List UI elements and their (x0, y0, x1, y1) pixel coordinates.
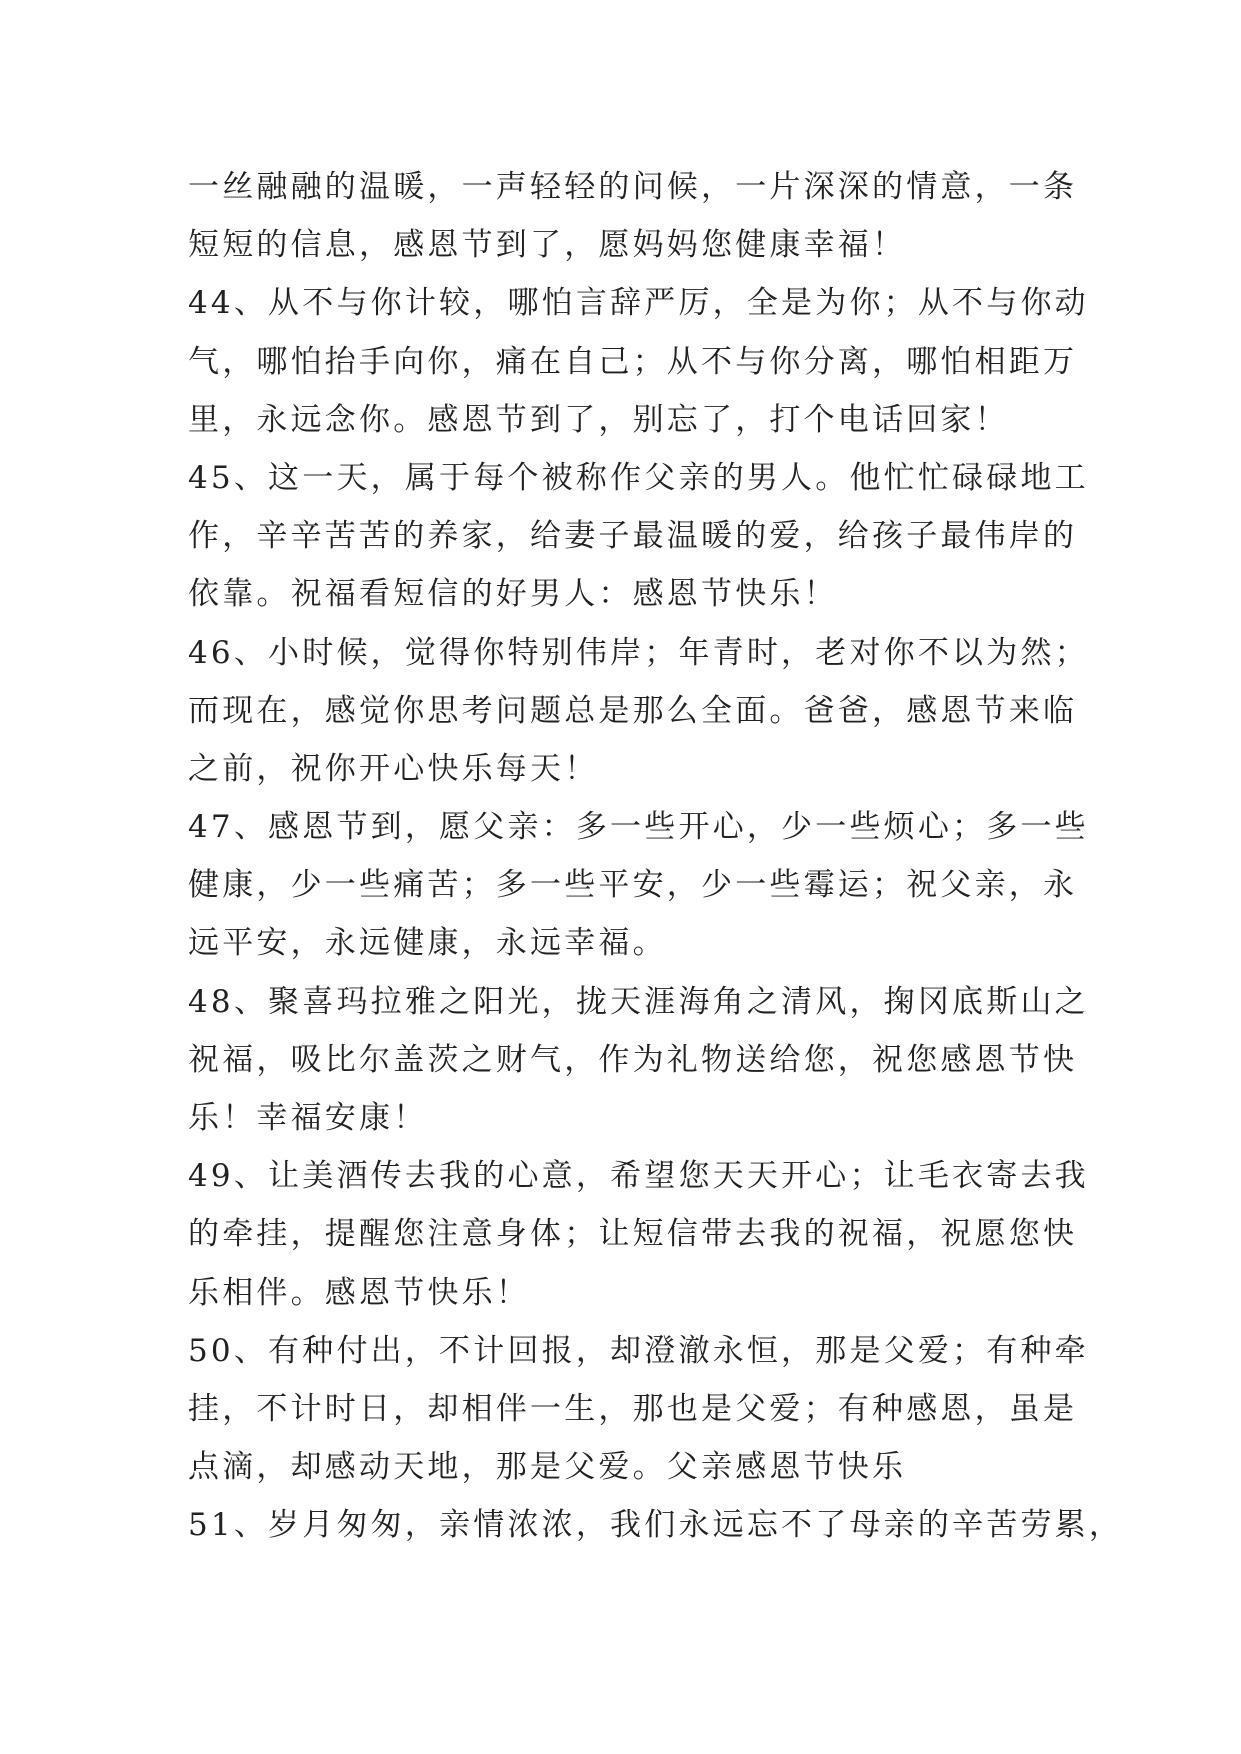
paragraph-intro (188, 158, 1078, 274)
text-line: 点滴，却感动天地，那是父爱。父亲感恩节快乐 (188, 1449, 907, 1486)
paragraph-49 (188, 1147, 1089, 1322)
text-line: 乐相伴。感恩节快乐！ (188, 1274, 530, 1311)
text-line: 45、这一天，属于每个被称作父亲的男人。他忙忙碌碌地工 (188, 459, 1089, 496)
text-line: 46、小时候，觉得你特别伟岸；年青时，老对你不以为然； (188, 634, 1089, 671)
paragraph-51 (188, 1496, 1124, 1554)
document-body (188, 158, 1124, 1555)
text-line: 远平安，永远健康，永远幸福。 (188, 925, 667, 962)
paragraph-44 (188, 274, 1089, 449)
text-line: 50、有种付出，不计回报，却澄澈永恒，那是父爱；有种牵 (188, 1332, 1089, 1369)
text-line: 里，永远念你。感恩节到了，别忘了，打个电话回家！ (188, 401, 1009, 438)
paragraph-46 (188, 624, 1089, 799)
text-line: 51、岁月匆匆，亲情浓浓，我们永远忘不了母亲的辛苦劳累， (188, 1507, 1124, 1544)
text-line: 49、让美酒传去我的心意，希望您天天开心；让毛衣寄去我 (188, 1158, 1089, 1195)
text-line: 而现在，感觉你思考问题总是那么全面。爸爸，感恩节来临 (188, 692, 1078, 729)
paragraph-48 (188, 973, 1089, 1148)
text-line: 气，哪怕抬手向你，痛在自己；从不与你分离，哪怕相距万 (188, 343, 1078, 380)
text-line: 作，辛辛苦苦的养家，给妻子最温暖的爱，给孩子最伟岸的 (188, 518, 1078, 555)
text-line: 之前，祝你开心快乐每天！ (188, 750, 599, 787)
paragraph-50 (188, 1322, 1089, 1497)
text-line: 依靠。祝福看短信的好男人：感恩节快乐！ (188, 576, 838, 613)
paragraph-47 (188, 798, 1089, 973)
text-line: 的牵挂，提醒您注意身体；让短信带去我的祝福，祝愿您快 (188, 1216, 1078, 1253)
text-line: 健康，少一些痛苦；多一些平安，少一些霉运；祝父亲，永 (188, 867, 1078, 904)
text-line: 挂，不计时日，却相伴一生，那也是父爱；有种感恩，虽是 (188, 1390, 1078, 1427)
text-line: 乐！幸福安康！ (188, 1100, 428, 1136)
text-line: 一丝融融的温暖，一声轻轻的问候，一片深深的情意，一条 (188, 169, 1078, 205)
text-line: 44、从不与你计较，哪怕言辞严厉，全是为你；从不与你动 (188, 285, 1089, 322)
text-line: 祝福，吸比尔盖茨之财气，作为礼物送给您，祝您感恩节快 (188, 1041, 1078, 1078)
text-line: 短短的信息，感恩节到了，愿妈妈您健康幸福！ (188, 227, 907, 264)
text-line: 47、感恩节到，愿父亲：多一些开心，少一些烦心；多一些 (188, 809, 1089, 846)
text-line: 48、聚喜玛拉雅之阳光，拢天涯海角之清风，掬冈底斯山之 (188, 983, 1089, 1020)
paragraph-45 (188, 449, 1089, 624)
